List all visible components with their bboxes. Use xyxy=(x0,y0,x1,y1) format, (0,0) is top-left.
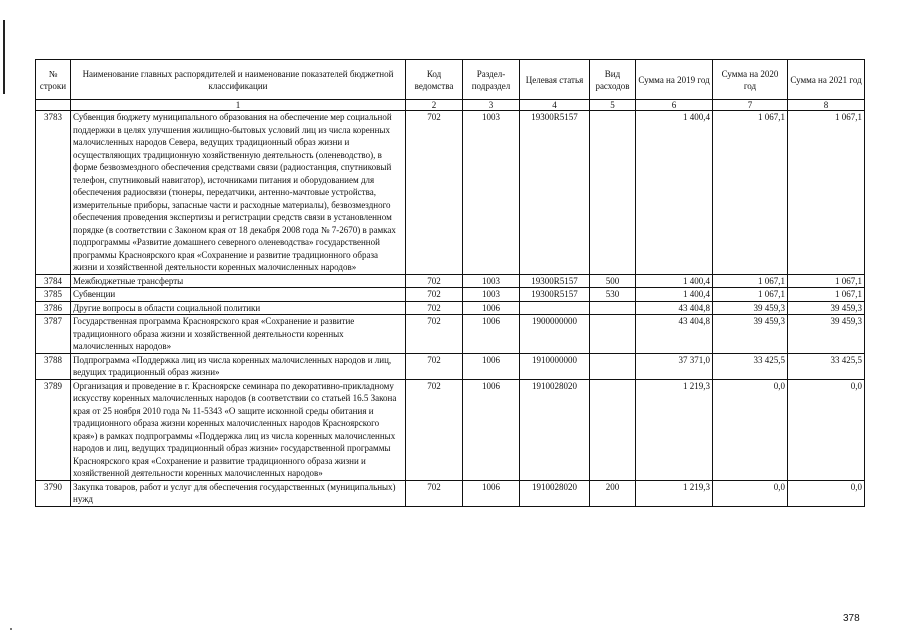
row-section: 1006 xyxy=(463,315,520,354)
row-number: 3786 xyxy=(36,301,71,315)
row-sum-2021: 39 459,3 xyxy=(788,301,865,315)
row-sum-2020: 1 067,1 xyxy=(713,274,788,288)
row-code: 702 xyxy=(406,274,463,288)
row-sum-2020: 0,0 xyxy=(713,480,788,506)
row-number: 3787 xyxy=(36,315,71,354)
row-number: 3785 xyxy=(36,288,71,302)
header-sum-2019: Сумма на 2019 год xyxy=(636,60,713,100)
header-sum-2020: Сумма на 2020 год xyxy=(713,60,788,100)
row-name: Государственная программа Красноярского края «Сохранение и развитие традиционного образа жизни и хозяйственной деятельности коренных малочисленных народов» xyxy=(71,315,406,354)
header-section: Раздел-подраздел xyxy=(463,60,520,100)
row-sum-2019: 1 219,3 xyxy=(636,480,713,506)
row-name: Другие вопросы в области социальной политики xyxy=(71,301,406,315)
header-code: Код ведомства xyxy=(406,60,463,100)
row-code: 702 xyxy=(406,353,463,379)
row-type xyxy=(590,111,636,275)
column-number: 2 xyxy=(406,100,463,111)
column-number-row xyxy=(36,100,865,111)
row-sum-2019: 1 400,4 xyxy=(636,274,713,288)
row-code: 702 xyxy=(406,480,463,506)
row-section: 1003 xyxy=(463,288,520,302)
row-sum-2019: 1 400,4 xyxy=(636,111,713,275)
row-sum-2021: 1 067,1 xyxy=(788,111,865,275)
row-type xyxy=(590,315,636,354)
table-row xyxy=(36,480,865,506)
header-type: Вид расходов xyxy=(590,60,636,100)
row-type xyxy=(590,353,636,379)
row-section: 1003 xyxy=(463,274,520,288)
table-row xyxy=(36,274,865,288)
column-number: 1 xyxy=(71,100,406,111)
row-sum-2019: 43 404,8 xyxy=(636,315,713,354)
row-number: 3789 xyxy=(36,379,71,480)
row-sum-2019: 1 400,4 xyxy=(636,288,713,302)
row-sum-2019: 37 371,0 xyxy=(636,353,713,379)
row-target: 19300R5157 xyxy=(520,111,590,275)
row-type: 530 xyxy=(590,288,636,302)
column-number: 8 xyxy=(788,100,865,111)
column-number-blank xyxy=(36,100,71,111)
row-type: 500 xyxy=(590,274,636,288)
row-name: Подпрограмма «Поддержка лиц из числа коренных малочисленных народов и лиц, ведущих традиционный образ жизни» xyxy=(71,353,406,379)
row-code: 702 xyxy=(406,111,463,275)
table-row xyxy=(36,301,865,315)
row-sum-2021: 33 425,5 xyxy=(788,353,865,379)
row-sum-2020: 33 425,5 xyxy=(713,353,788,379)
row-section: 1006 xyxy=(463,301,520,315)
row-sum-2019: 43 404,8 xyxy=(636,301,713,315)
header-row xyxy=(36,60,865,100)
row-code: 702 xyxy=(406,288,463,302)
row-sum-2020: 0,0 xyxy=(713,379,788,480)
row-section: 1006 xyxy=(463,480,520,506)
table-row xyxy=(36,288,865,302)
row-target xyxy=(520,301,590,315)
row-section: 1006 xyxy=(463,379,520,480)
header-target: Целевая статья xyxy=(520,60,590,100)
scan-speck xyxy=(10,628,12,630)
binding-edge-mark xyxy=(3,20,5,94)
row-sum-2021: 1 067,1 xyxy=(788,274,865,288)
row-target: 19300R5157 xyxy=(520,288,590,302)
row-sum-2021: 39 459,3 xyxy=(788,315,865,354)
row-sum-2020: 39 459,3 xyxy=(713,301,788,315)
row-type xyxy=(590,379,636,480)
row-sum-2019: 1 219,3 xyxy=(636,379,713,480)
row-type xyxy=(590,301,636,315)
row-target: 1910028020 xyxy=(520,480,590,506)
row-sum-2021: 1 067,1 xyxy=(788,288,865,302)
row-name: Субвенция бюджету муниципального образования на обеспечение мер социальной поддержки в целях улучшения жилищно-бытовых условий лиц из числа коренных малочисленных народов Севера, ведущих традиционный образ жизни и осуществляющих традиционную хозяйственную деятельность (оленеводство), в форме безвозмездного обеспечения средствами связи (радиостанция, спутниковый телефон, спутниковый навигатор), источниками питания и оборудованием для обеспечения радиосвязи (тюнеры, передатчики, антенно-мачтовые устройства, измерительные приборы, запасные части и расходные материалы), безвозмездного обеспечения проведения экспертизы и регистрации средств связи в установленном порядке (в соответствии с Законом края от 18 декабря 2008 года № 7-2670) в рамках подпрограммы «Развитие домашнего северного оленеводства» государственной программы Красноярского края «Сохранение и развитие традиционного образа жизни и хозяйственной деятельности коренных малочисленных народов» xyxy=(71,111,406,275)
row-name: Закупка товаров, работ и услуг для обеспечения государственных (муниципальных) нужд xyxy=(71,480,406,506)
row-code: 702 xyxy=(406,315,463,354)
row-name: Межбюджетные трансферты xyxy=(71,274,406,288)
row-number: 3783 xyxy=(36,111,71,275)
column-number: 6 xyxy=(636,100,713,111)
table-row xyxy=(36,111,865,275)
header-row-no: № строки xyxy=(36,60,71,100)
page-number: 378 xyxy=(843,613,860,624)
column-number: 3 xyxy=(463,100,520,111)
budget-table xyxy=(35,59,865,507)
column-number: 5 xyxy=(590,100,636,111)
row-type: 200 xyxy=(590,480,636,506)
row-name: Организация и проведение в г. Красноярске семинара по декоративно-прикладному искусству коренных малочисленных народов (в соответствии со статьей 16.5 Закона края от 25 ноября 2010 года № 11-5343 «О защите исконной среды обитания и традиционного образа жизни коренных малочисленных народов Красноярского края») в рамках подпрограммы «Поддержка лиц из числа коренных малочисленных народов и лиц, ведущих традиционный образ жизни» государственной программы Красноярского края «Сохранение и развитие традиционного образа жизни и хозяйственной деятельности коренных малочисленных народов» xyxy=(71,379,406,480)
row-sum-2020: 39 459,3 xyxy=(713,315,788,354)
row-code: 702 xyxy=(406,379,463,480)
row-target: 1900000000 xyxy=(520,315,590,354)
row-section: 1006 xyxy=(463,353,520,379)
row-sum-2020: 1 067,1 xyxy=(713,288,788,302)
row-section: 1003 xyxy=(463,111,520,275)
row-number: 3790 xyxy=(36,480,71,506)
column-number: 7 xyxy=(713,100,788,111)
table-row xyxy=(36,315,865,354)
row-target: 1910000000 xyxy=(520,353,590,379)
row-number: 3784 xyxy=(36,274,71,288)
row-number: 3788 xyxy=(36,353,71,379)
row-sum-2021: 0,0 xyxy=(788,480,865,506)
table-row xyxy=(36,353,865,379)
row-sum-2020: 1 067,1 xyxy=(713,111,788,275)
row-name: Субвенции xyxy=(71,288,406,302)
row-target: 1910028020 xyxy=(520,379,590,480)
header-sum-2021: Сумма на 2021 год xyxy=(788,60,865,100)
row-target: 19300R5157 xyxy=(520,274,590,288)
row-sum-2021: 0,0 xyxy=(788,379,865,480)
column-number: 4 xyxy=(520,100,590,111)
table-row xyxy=(36,379,865,480)
row-code: 702 xyxy=(406,301,463,315)
header-name: Наименование главных распорядителей и наименование показателей бюджетной классификации xyxy=(71,60,406,100)
